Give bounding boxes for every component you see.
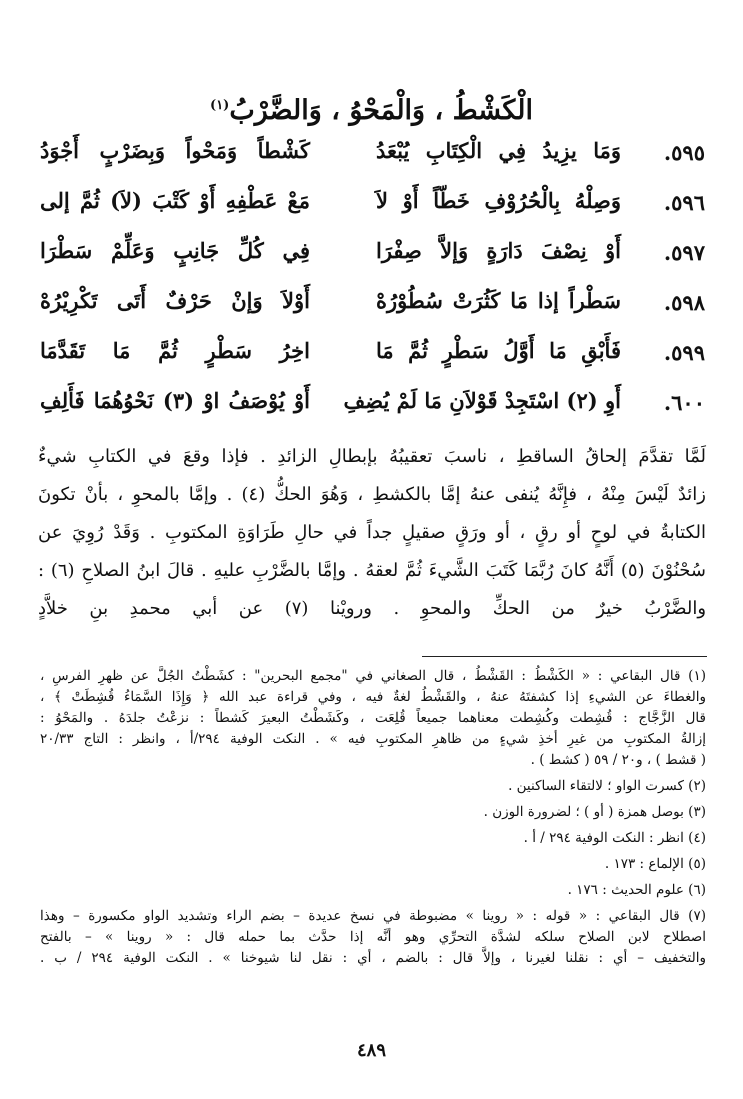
page-number: ٤٨٩ — [356, 1040, 386, 1061]
footnote-line: (٤) انظر : النكت الوفية ٢٩٤ / أ . — [523, 830, 706, 846]
footnote-divider — [422, 656, 707, 657]
footnote-line: (٧) قال البقاعي : « قوله : « روينا » مضبوطة في نسخ عديدة – بضم الراء وتشديد الواو مكسورة – وهذا — [40, 908, 706, 924]
verse-first-hemistich: وَصِلْهُ بِالْحُرُوْفِ خَطّاً أَوْ لاَ — [376, 188, 621, 213]
verse-second-hemistich: فِي كُلِّ جَانِبٍ وَعَلِّمْ سَطْرَا — [40, 238, 310, 263]
verse-number: ٥٩٦. — [663, 190, 705, 215]
footnote-3 — [40, 802, 706, 823]
footnote-line: قال الزَّجَّاج : قُشِطت وكُشِطت معناهما جميعاً قُلِعَت ، وكَشَطْتُ البعيرَ كَشطاً : نزعْتُ جلدَهُ . والمَحْوُ : — [40, 710, 706, 726]
footnotes — [40, 666, 706, 974]
footnote-line: اصطلاح لابن الصلاح سلكه لشدَّة التحرِّي وهو أنَّه إذا حدَّث بما حمله قال : « روينا » – بالفتح — [40, 929, 706, 945]
verse-list — [40, 134, 705, 434]
prose-line: والضَّرْبُ خيرٌ من الحكِّ والمحوِ . ورويْنا (٧) عن أبي محمدِ بنِ خلاَّدٍ — [38, 598, 707, 619]
prose-line: الكتابةُ في لوحٍ أو رقٍ ، أو ورَقٍ صقيلٍ جداً في حالِ طَرَاوَةِ المكتوبِ . وَقَدْ رُوِيَ عن — [38, 522, 706, 543]
footnote-6 — [40, 880, 706, 901]
verse-first-hemistich: وَمَا يزِيدُ فِي الْكِتَابِ يُبْعَدُ — [376, 138, 621, 163]
footnote-line: (٦) علوم الحديث : ١٧٦ . — [567, 882, 706, 898]
footnote-5 — [40, 854, 706, 875]
verse-row — [40, 384, 705, 434]
footnote-line: (٥) الإلماع : ١٧٣ . — [604, 856, 706, 872]
footnote-line: (٢) كسرت الواو ؛ لالتقاء الساكنين . — [508, 778, 706, 794]
footnote-7 — [40, 906, 706, 969]
verse-second-hemistich: اخِرُ سَطْرٍ ثُمَّ مَا تَقَدَّمَا — [40, 338, 310, 363]
verse-number: ٥٩٨. — [663, 290, 705, 315]
verse-number: ٥٩٥. — [663, 140, 705, 165]
verse-row — [40, 234, 705, 284]
footnote-4 — [40, 828, 706, 849]
prose-line: سُحْنُوْنَ (٥) أَنَّهُ كانَ رُبَّمَا كَتَبَ الشَّيءَ ثُمَّ لعقهُ . وإمَّا بالضَّرْبِ عليهِ . قالَ ابنُ الصلاحِ (٦) : — [38, 560, 706, 581]
verse-row — [40, 334, 705, 384]
commentary-text — [38, 438, 706, 628]
footnote-line: (١) قال البقاعي : « الكَشْطُ : القَشْطُ ، قال الصغاني في "مجمع البحرين" : كشَطْتُ الجُلَّ عن ظهرِ الفرسِ ، — [40, 668, 706, 684]
verse-second-hemistich: أَوْلاَ وَإنْ حَرْفٌ أَتَى تَكْرِيْرُهْ — [40, 288, 310, 313]
verse-row — [40, 184, 705, 234]
verse-first-hemistich: أَوْ نِصْفَ دَارَةٍ وَإلاَّ صِفْرَا — [376, 238, 621, 263]
footnote-line: ( قشط ) ، و٢٠ / ٥٩ ( كشط ) . — [530, 752, 706, 768]
verse-number: ٥٩٩. — [663, 340, 705, 365]
footnote-line: والغطاءَ عن الشيءِ إذا كشفتَهُ عنهُ ، والقَشْطُ لغةٌ فيه ، وفي قراءة عبد الله ﴿ وَإِذَا السَّمَاءُ قُشِطَتْ ﴾ ، — [40, 689, 706, 705]
verse-number: ٥٩٧. — [663, 240, 705, 265]
verse-row — [40, 284, 705, 334]
prose-line: لَمَّا تقدَّمَ إلحاقُ الساقطِ ، ناسبَ تعقيبُهُ بإبطالِ الزائدِ . فإذا وقعَ في الكتابِ شيءٌ — [38, 446, 707, 467]
title-footnote-mark: (١) — [210, 98, 230, 113]
verse-second-hemistich: مَعْ عَطْفِهِ أَوْ كَتْبَ (لاَ) ثُمَّ إلى — [40, 188, 310, 213]
verse-number: ٦٠٠. — [663, 390, 705, 415]
prose-line: زائدٌ لَيْسَ مِنْهُ ، فإِنَّهُ يُنفى عنهُ إمَّا بالكشطِ ، وَهُوَ الحكُّ (٤) . وإمَّا بالمحوِ ، بأنْ تكونَ — [38, 484, 706, 505]
section-title-text: الْكَشْطُ ، وَالْمَحْوُ ، وَالضَّرْبُ — [229, 95, 533, 126]
verse-first-hemistich: فَأَبْقِ مَا أَوَّلُ سَطْرٍ ثُمَّ مَا — [376, 338, 621, 363]
verse-first-hemistich: أَوِ (٢) اسْتَجِدْ قَوْلاَنِ مَا لَمْ يُضِفِ — [343, 388, 621, 413]
verse-second-hemistich: كَشْطاً وَمَحْواً وَبِضَرْبٍ أَجْوَدُ — [40, 138, 310, 163]
verse-row — [40, 134, 705, 184]
verse-first-hemistich: سَطْراً إذا مَا كَثُرَتْ سُطُوْرُهْ — [376, 288, 621, 313]
section-title — [0, 86, 743, 131]
footnote-line: (٣) بوصل همزة ( أو ) ؛ لضرورة الوزن . — [483, 804, 706, 820]
footnote-line: إزالةُ المكتوبِ من غيرِ أخذِ شيءٍ من ظاهرِ المكتوبِ فيه » . النكت الوفية ٢٩٤/أ ، وانظر : التاج ٢٠/٣٣ — [40, 731, 706, 747]
verse-second-hemistich: أَوْ يُوْصَفُ اوْ (٣) نَحْوُهُمَا فَأَلِفِ — [40, 388, 310, 413]
footnote-2 — [40, 776, 706, 797]
footnote-line: والتخفيف – أي : نقلنا لغيرنا ، وإلاَّ قال : بالضم ، أي : نقل لنا شيوخنا » . النكت الوفية ٢٩٤ / ب . — [40, 950, 706, 966]
footnote-1 — [40, 666, 706, 771]
